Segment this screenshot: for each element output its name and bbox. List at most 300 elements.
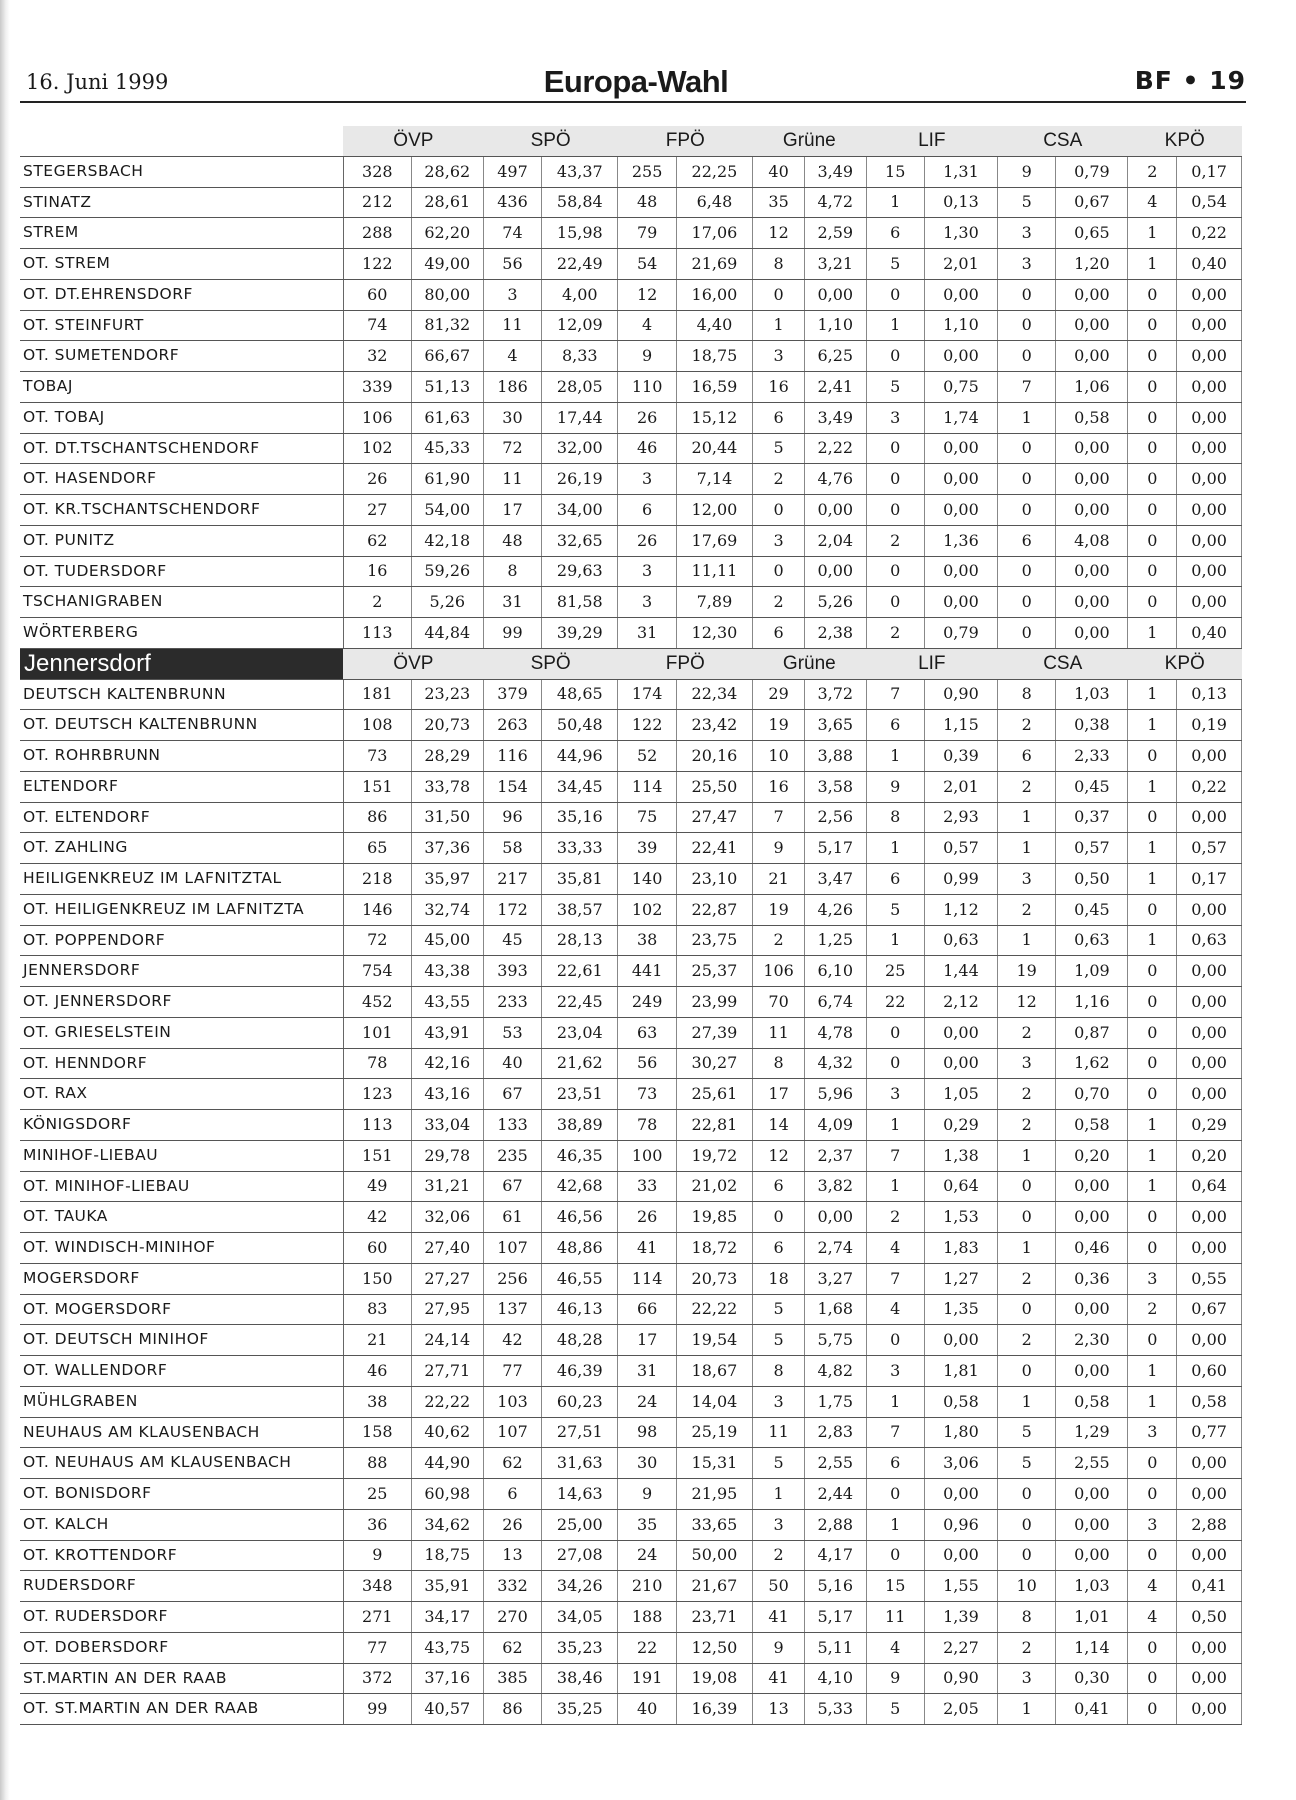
municipality-row — [20, 402, 1242, 433]
fpoe-votes: 17 — [618, 1325, 676, 1356]
oevp-votes: 146 — [343, 894, 411, 925]
spoe-votes: 31 — [483, 587, 541, 618]
fpoe-votes: 9 — [618, 341, 676, 372]
gruene-votes: 3 — [753, 341, 805, 372]
fpoe-votes: 114 — [618, 771, 676, 802]
gruene-votes: 106 — [753, 956, 805, 987]
csa-percent: 0,00 — [1056, 1540, 1128, 1571]
spoe-percent: 27,51 — [542, 1417, 618, 1448]
oevp-votes: 99 — [343, 1694, 411, 1725]
kpoe-percent: 0,64 — [1177, 1171, 1242, 1202]
gruene-percent: 3,27 — [805, 1263, 866, 1294]
municipality-name: OT. DEUTSCH MINIHOF — [20, 1325, 343, 1356]
municipality-name: OT. RAX — [20, 1079, 343, 1110]
lif-percent: 1,39 — [924, 1602, 997, 1633]
csa-percent: 0,45 — [1056, 894, 1128, 925]
spoe-votes: 86 — [483, 1694, 541, 1725]
lif-percent: 1,55 — [924, 1571, 997, 1602]
spoe-percent: 35,25 — [542, 1694, 618, 1725]
gruene-votes: 41 — [753, 1602, 805, 1633]
csa-votes: 0 — [998, 279, 1056, 310]
lif-percent: 0,58 — [924, 1386, 997, 1417]
municipality-name: JENNERSDORF — [20, 956, 343, 987]
fpoe-votes: 100 — [618, 1140, 676, 1171]
municipality-name: STREM — [20, 218, 343, 249]
gruene-votes: 19 — [753, 894, 805, 925]
municipality-row — [20, 587, 1242, 618]
kpoe-percent: 0,00 — [1177, 310, 1242, 341]
oevp-votes: 151 — [343, 771, 411, 802]
spoe-percent: 26,19 — [542, 464, 618, 495]
gruene-percent: 6,10 — [805, 956, 866, 987]
csa-votes: 0 — [998, 1540, 1056, 1571]
csa-percent: 0,00 — [1056, 433, 1128, 464]
gruene-percent: 3,49 — [805, 156, 866, 187]
lif-percent: 1,53 — [924, 1202, 997, 1233]
oevp-percent: 5,26 — [411, 587, 483, 618]
spoe-votes: 385 — [483, 1663, 541, 1694]
fpoe-percent: 27,47 — [676, 802, 752, 833]
spoe-votes: 116 — [483, 741, 541, 772]
lif-votes: 5 — [866, 372, 924, 403]
municipality-name: OT. JENNERSDORF — [20, 987, 343, 1018]
gruene-votes: 6 — [753, 1171, 805, 1202]
oevp-percent: 42,16 — [411, 1048, 483, 1079]
lif-percent: 0,00 — [924, 1479, 997, 1510]
gruene-votes: 6 — [753, 402, 805, 433]
municipality-name: WÖRTERBERG — [20, 618, 343, 649]
lif-percent: 0,29 — [924, 1110, 997, 1141]
csa-votes: 3 — [998, 1663, 1056, 1694]
kpoe-percent: 0,40 — [1177, 249, 1242, 280]
lif-votes: 7 — [866, 1263, 924, 1294]
municipality-row — [20, 1171, 1242, 1202]
lif-votes: 15 — [866, 156, 924, 187]
municipality-name: OT. ELTENDORF — [20, 802, 343, 833]
csa-percent: 1,03 — [1056, 679, 1128, 710]
party-header-lif: LIF — [866, 126, 997, 156]
municipality-name: HEILIGENKREUZ IM LAFNITZTAL — [20, 864, 343, 895]
fpoe-votes: 40 — [618, 1694, 676, 1725]
spoe-percent: 31,63 — [542, 1448, 618, 1479]
csa-votes: 8 — [998, 1602, 1056, 1633]
fpoe-percent: 16,59 — [676, 372, 752, 403]
csa-votes: 3 — [998, 1048, 1056, 1079]
csa-percent: 0,70 — [1056, 1079, 1128, 1110]
csa-votes: 0 — [998, 1202, 1056, 1233]
municipality-name: MOGERSDORF — [20, 1263, 343, 1294]
oevp-percent: 43,16 — [411, 1079, 483, 1110]
fpoe-votes: 4 — [618, 310, 676, 341]
municipality-row — [20, 1263, 1242, 1294]
spoe-percent: 12,09 — [542, 310, 618, 341]
municipality-name: OT. POPPENDORF — [20, 925, 343, 956]
fpoe-percent: 19,72 — [676, 1140, 752, 1171]
lif-percent: 1,35 — [924, 1294, 997, 1325]
municipality-row — [20, 1571, 1242, 1602]
lif-votes: 5 — [866, 249, 924, 280]
fpoe-votes: 46 — [618, 433, 676, 464]
lif-percent: 0,00 — [924, 495, 997, 526]
spoe-votes: 30 — [483, 402, 541, 433]
kpoe-percent: 0,00 — [1177, 1479, 1242, 1510]
spoe-percent: 60,23 — [542, 1386, 618, 1417]
fpoe-percent: 11,11 — [676, 556, 752, 587]
oevp-percent: 43,91 — [411, 1017, 483, 1048]
kpoe-percent: 0,00 — [1177, 1540, 1242, 1571]
kpoe-percent: 0,63 — [1177, 925, 1242, 956]
lif-percent: 0,79 — [924, 618, 997, 649]
kpoe-votes: 0 — [1128, 1017, 1177, 1048]
lif-percent: 1,36 — [924, 525, 997, 556]
municipality-name: OT. PUNITZ — [20, 525, 343, 556]
spoe-percent: 44,96 — [542, 741, 618, 772]
gruene-votes: 29 — [753, 679, 805, 710]
lif-percent: 0,00 — [924, 1017, 997, 1048]
kpoe-votes: 0 — [1128, 433, 1177, 464]
gruene-votes: 3 — [753, 525, 805, 556]
municipality-name: OT. KALCH — [20, 1509, 343, 1540]
fpoe-votes: 24 — [618, 1540, 676, 1571]
csa-votes: 2 — [998, 1110, 1056, 1141]
kpoe-votes: 1 — [1128, 618, 1177, 649]
municipality-row — [20, 925, 1242, 956]
spoe-votes: 53 — [483, 1017, 541, 1048]
lif-votes: 0 — [866, 464, 924, 495]
kpoe-votes: 0 — [1128, 1233, 1177, 1264]
kpoe-percent: 0,22 — [1177, 218, 1242, 249]
oevp-percent: 33,78 — [411, 771, 483, 802]
fpoe-votes: 26 — [618, 1202, 676, 1233]
municipality-name: OT. RUDERSDORF — [20, 1602, 343, 1633]
gruene-votes: 5 — [753, 1325, 805, 1356]
csa-percent: 0,37 — [1056, 802, 1128, 833]
lif-votes: 5 — [866, 894, 924, 925]
lif-votes: 22 — [866, 987, 924, 1018]
municipality-name: NEUHAUS AM KLAUSENBACH — [20, 1417, 343, 1448]
kpoe-votes: 1 — [1128, 710, 1177, 741]
municipality-name: RUDERSDORF — [20, 1571, 343, 1602]
oevp-votes: 38 — [343, 1386, 411, 1417]
oevp-votes: 83 — [343, 1294, 411, 1325]
district-label: Jennersdorf — [20, 648, 343, 679]
spoe-votes: 11 — [483, 310, 541, 341]
kpoe-percent: 0,00 — [1177, 1079, 1242, 1110]
kpoe-votes: 0 — [1128, 1694, 1177, 1725]
gruene-percent: 3,72 — [805, 679, 866, 710]
fpoe-percent: 23,71 — [676, 1602, 752, 1633]
fpoe-votes: 48 — [618, 187, 676, 218]
spoe-votes: 45 — [483, 925, 541, 956]
kpoe-votes: 1 — [1128, 1386, 1177, 1417]
spoe-votes: 99 — [483, 618, 541, 649]
fpoe-votes: 26 — [618, 402, 676, 433]
csa-percent: 0,65 — [1056, 218, 1128, 249]
fpoe-votes: 78 — [618, 1110, 676, 1141]
fpoe-percent: 50,00 — [676, 1540, 752, 1571]
csa-percent: 1,01 — [1056, 1602, 1128, 1633]
csa-votes: 0 — [998, 1171, 1056, 1202]
spoe-percent: 22,49 — [542, 249, 618, 280]
municipality-name: OT. BONISDORF — [20, 1479, 343, 1510]
spoe-votes: 42 — [483, 1325, 541, 1356]
lif-percent: 0,90 — [924, 679, 997, 710]
kpoe-percent: 0,00 — [1177, 1663, 1242, 1694]
gruene-percent: 5,17 — [805, 1602, 866, 1633]
lif-percent: 0,00 — [924, 464, 997, 495]
spoe-votes: 11 — [483, 464, 541, 495]
fpoe-percent: 19,54 — [676, 1325, 752, 1356]
lif-votes: 0 — [866, 587, 924, 618]
gruene-percent: 5,33 — [805, 1694, 866, 1725]
spoe-votes: 62 — [483, 1448, 541, 1479]
lif-votes: 0 — [866, 1325, 924, 1356]
fpoe-percent: 20,16 — [676, 741, 752, 772]
kpoe-percent: 0,00 — [1177, 1233, 1242, 1264]
spoe-votes: 263 — [483, 710, 541, 741]
party-header-kpoe: KPÖ — [1128, 648, 1242, 679]
gruene-votes: 2 — [753, 587, 805, 618]
gruene-votes: 40 — [753, 156, 805, 187]
fpoe-percent: 23,42 — [676, 710, 752, 741]
municipality-row — [20, 1202, 1242, 1233]
oevp-percent: 61,63 — [411, 402, 483, 433]
municipality-name: OT. HENNDORF — [20, 1048, 343, 1079]
oevp-votes: 65 — [343, 833, 411, 864]
gruene-percent: 3,65 — [805, 710, 866, 741]
municipality-row — [20, 741, 1242, 772]
oevp-percent: 37,16 — [411, 1663, 483, 1694]
spoe-votes: 103 — [483, 1386, 541, 1417]
gruene-percent: 3,58 — [805, 771, 866, 802]
oevp-percent: 45,33 — [411, 433, 483, 464]
fpoe-percent: 25,61 — [676, 1079, 752, 1110]
spoe-votes: 332 — [483, 1571, 541, 1602]
csa-percent: 0,00 — [1056, 464, 1128, 495]
kpoe-votes: 4 — [1128, 1602, 1177, 1633]
spoe-votes: 61 — [483, 1202, 541, 1233]
gruene-percent: 3,82 — [805, 1171, 866, 1202]
lif-percent: 2,93 — [924, 802, 997, 833]
fpoe-percent: 12,00 — [676, 495, 752, 526]
municipality-row — [20, 218, 1242, 249]
municipality-row — [20, 833, 1242, 864]
oevp-percent: 32,06 — [411, 1202, 483, 1233]
lif-percent: 0,00 — [924, 1325, 997, 1356]
fpoe-percent: 12,50 — [676, 1632, 752, 1663]
oevp-percent: 43,55 — [411, 987, 483, 1018]
oevp-percent: 60,98 — [411, 1479, 483, 1510]
kpoe-votes: 0 — [1128, 525, 1177, 556]
municipality-row — [20, 556, 1242, 587]
lif-percent: 1,74 — [924, 402, 997, 433]
csa-percent: 0,00 — [1056, 279, 1128, 310]
kpoe-percent: 0,20 — [1177, 1140, 1242, 1171]
spoe-percent: 46,39 — [542, 1356, 618, 1387]
kpoe-votes: 1 — [1128, 679, 1177, 710]
kpoe-percent: 0,41 — [1177, 1571, 1242, 1602]
lif-votes: 6 — [866, 864, 924, 895]
csa-percent: 0,58 — [1056, 402, 1128, 433]
spoe-votes: 133 — [483, 1110, 541, 1141]
party-header-spoe: SPÖ — [483, 126, 618, 156]
fpoe-percent: 17,06 — [676, 218, 752, 249]
csa-percent: 0,67 — [1056, 187, 1128, 218]
fpoe-percent: 7,89 — [676, 587, 752, 618]
oevp-percent: 43,38 — [411, 956, 483, 987]
spoe-percent: 25,00 — [542, 1509, 618, 1540]
gruene-percent: 2,83 — [805, 1417, 866, 1448]
lif-votes: 0 — [866, 1540, 924, 1571]
gruene-votes: 70 — [753, 987, 805, 1018]
spoe-votes: 74 — [483, 218, 541, 249]
municipality-name: STEGERSBACH — [20, 156, 343, 187]
csa-percent: 2,33 — [1056, 741, 1128, 772]
fpoe-percent: 22,25 — [676, 156, 752, 187]
kpoe-percent: 0,00 — [1177, 1448, 1242, 1479]
lif-votes: 7 — [866, 679, 924, 710]
spoe-votes: 107 — [483, 1233, 541, 1264]
oevp-votes: 73 — [343, 741, 411, 772]
gruene-votes: 3 — [753, 1509, 805, 1540]
kpoe-percent: 0,00 — [1177, 1632, 1242, 1663]
fpoe-percent: 18,72 — [676, 1233, 752, 1264]
fpoe-percent: 18,75 — [676, 341, 752, 372]
kpoe-votes: 1 — [1128, 1140, 1177, 1171]
csa-percent: 1,20 — [1056, 249, 1128, 280]
lif-percent: 0,39 — [924, 741, 997, 772]
lif-votes: 0 — [866, 1017, 924, 1048]
kpoe-votes: 0 — [1128, 495, 1177, 526]
kpoe-votes: 3 — [1128, 1417, 1177, 1448]
csa-percent: 0,30 — [1056, 1663, 1128, 1694]
spoe-votes: 26 — [483, 1509, 541, 1540]
oevp-percent: 34,62 — [411, 1509, 483, 1540]
csa-percent: 0,00 — [1056, 310, 1128, 341]
fpoe-percent: 21,69 — [676, 249, 752, 280]
oevp-percent: 51,13 — [411, 372, 483, 403]
gruene-percent: 2,22 — [805, 433, 866, 464]
oevp-percent: 22,22 — [411, 1386, 483, 1417]
spoe-votes: 48 — [483, 525, 541, 556]
gruene-votes: 10 — [753, 741, 805, 772]
fpoe-percent: 19,08 — [676, 1663, 752, 1694]
municipality-row — [20, 1632, 1242, 1663]
oevp-percent: 49,00 — [411, 249, 483, 280]
party-header-gruene: Grüne — [753, 648, 866, 679]
spoe-votes: 497 — [483, 156, 541, 187]
party-header-oevp: ÖVP — [343, 648, 483, 679]
csa-percent: 0,00 — [1056, 1202, 1128, 1233]
lif-votes: 1 — [866, 1509, 924, 1540]
lif-percent: 0,64 — [924, 1171, 997, 1202]
kpoe-votes: 2 — [1128, 1294, 1177, 1325]
kpoe-percent: 0,57 — [1177, 833, 1242, 864]
kpoe-votes: 0 — [1128, 1048, 1177, 1079]
oevp-percent: 66,67 — [411, 341, 483, 372]
fpoe-percent: 15,12 — [676, 402, 752, 433]
csa-votes: 0 — [998, 495, 1056, 526]
oevp-percent: 31,50 — [411, 802, 483, 833]
csa-percent: 0,00 — [1056, 1356, 1128, 1387]
oevp-votes: 32 — [343, 341, 411, 372]
gruene-votes: 1 — [753, 1479, 805, 1510]
municipality-row — [20, 1448, 1242, 1479]
lif-percent: 0,57 — [924, 833, 997, 864]
kpoe-votes: 0 — [1128, 1448, 1177, 1479]
oevp-votes: 106 — [343, 402, 411, 433]
gruene-votes: 7 — [753, 802, 805, 833]
municipality-row — [20, 802, 1242, 833]
gruene-percent: 0,00 — [805, 556, 866, 587]
oevp-votes: 348 — [343, 1571, 411, 1602]
fpoe-percent: 25,19 — [676, 1417, 752, 1448]
spoe-votes: 3 — [483, 279, 541, 310]
csa-percent: 0,00 — [1056, 1509, 1128, 1540]
gruene-votes: 41 — [753, 1663, 805, 1694]
municipality-row — [20, 187, 1242, 218]
district-header-row — [20, 648, 1242, 679]
kpoe-percent: 0,00 — [1177, 1694, 1242, 1725]
fpoe-votes: 210 — [618, 1571, 676, 1602]
header-corner — [20, 126, 343, 156]
fpoe-percent: 22,41 — [676, 833, 752, 864]
gruene-percent: 4,09 — [805, 1110, 866, 1141]
lif-votes: 6 — [866, 1448, 924, 1479]
lif-percent: 3,06 — [924, 1448, 997, 1479]
csa-votes: 0 — [998, 310, 1056, 341]
fpoe-percent: 22,34 — [676, 679, 752, 710]
oevp-percent: 37,36 — [411, 833, 483, 864]
fpoe-percent: 17,69 — [676, 525, 752, 556]
spoe-percent: 29,63 — [542, 556, 618, 587]
oevp-votes: 108 — [343, 710, 411, 741]
gruene-percent: 4,72 — [805, 187, 866, 218]
oevp-votes: 49 — [343, 1171, 411, 1202]
municipality-name: OT. ROHRBRUNN — [20, 741, 343, 772]
spoe-percent: 32,65 — [542, 525, 618, 556]
spoe-percent: 46,56 — [542, 1202, 618, 1233]
issue-date: 16. Juni 1999 — [26, 70, 169, 94]
oevp-percent: 27,27 — [411, 1263, 483, 1294]
csa-percent: 0,20 — [1056, 1140, 1128, 1171]
kpoe-percent: 0,00 — [1177, 556, 1242, 587]
csa-votes: 0 — [998, 587, 1056, 618]
kpoe-votes: 0 — [1128, 402, 1177, 433]
lif-percent: 0,63 — [924, 925, 997, 956]
oevp-votes: 21 — [343, 1325, 411, 1356]
lif-percent: 1,80 — [924, 1417, 997, 1448]
csa-votes: 12 — [998, 987, 1056, 1018]
csa-percent: 0,57 — [1056, 833, 1128, 864]
fpoe-votes: 73 — [618, 1079, 676, 1110]
lif-percent: 0,00 — [924, 1048, 997, 1079]
kpoe-percent: 0,00 — [1177, 741, 1242, 772]
oevp-percent: 18,75 — [411, 1540, 483, 1571]
kpoe-votes: 0 — [1128, 341, 1177, 372]
kpoe-percent: 0,19 — [1177, 710, 1242, 741]
spoe-votes: 13 — [483, 1540, 541, 1571]
oevp-votes: 150 — [343, 1263, 411, 1294]
oevp-percent: 28,61 — [411, 187, 483, 218]
lif-votes: 7 — [866, 1140, 924, 1171]
kpoe-percent: 0,00 — [1177, 525, 1242, 556]
oevp-percent: 44,84 — [411, 618, 483, 649]
csa-votes: 1 — [998, 925, 1056, 956]
kpoe-percent: 2,88 — [1177, 1509, 1242, 1540]
lif-votes: 15 — [866, 1571, 924, 1602]
kpoe-votes: 0 — [1128, 1540, 1177, 1571]
